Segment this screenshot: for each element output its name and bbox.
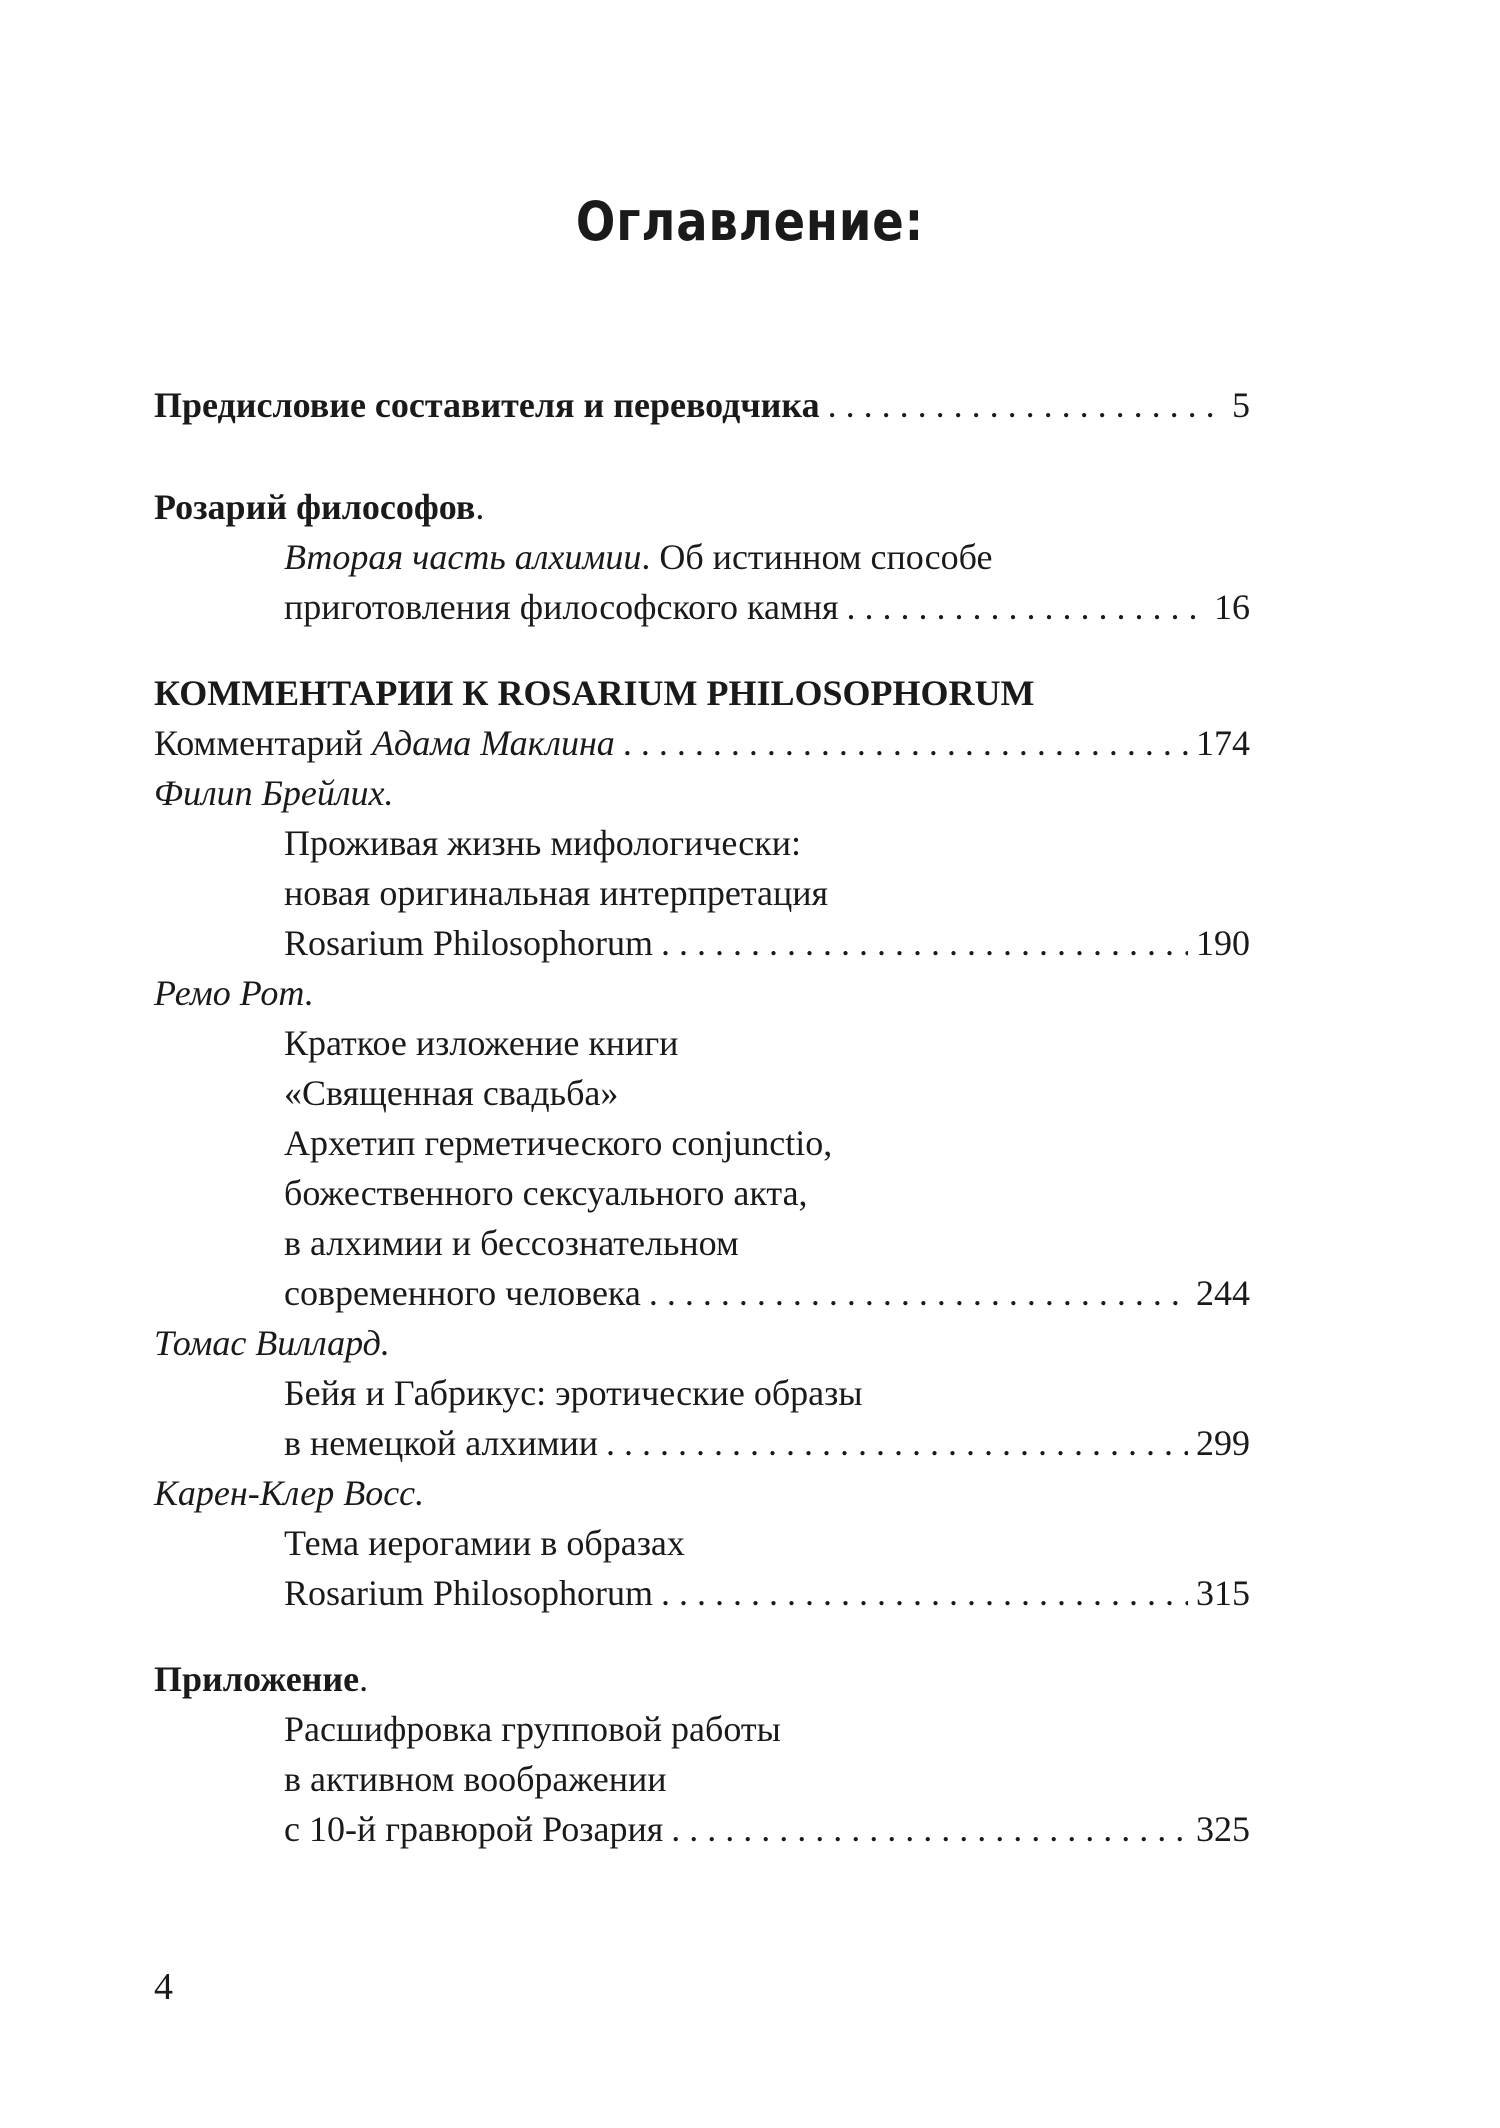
toc-section-appendix [154, 1654, 1250, 1704]
toc-section-heading: КОММЕНТАРИИ К ROSARIUM PHILOSOPHORUM [154, 673, 1035, 713]
dot-leader [661, 918, 1188, 968]
toc-author-roth [154, 968, 1250, 1018]
toc-entry-line [154, 1804, 1250, 1854]
toc-entry-line [154, 1368, 1250, 1418]
page-number: 4 [154, 1966, 173, 2008]
toc-entry-author: Томас Виллард. [154, 1323, 390, 1363]
heading-period: . [359, 1659, 369, 1699]
toc-entry-line [154, 1068, 1250, 1118]
toc-entry-line [154, 818, 1250, 868]
dot-leader [671, 1804, 1188, 1854]
toc-page-number: 299 [1196, 1423, 1250, 1463]
toc-author-breilich [154, 768, 1250, 818]
toc-entry-line [154, 1018, 1250, 1068]
toc-entry-text: Бейя и Габрикус: эротические образы [284, 1373, 863, 1413]
toc-entry-line [154, 868, 1250, 918]
toc-entry-text: Краткое изложение книги [284, 1023, 679, 1063]
dot-leader [661, 1568, 1188, 1618]
toc-entry-line [154, 918, 1250, 968]
toc-entry-line [154, 1418, 1250, 1468]
toc-entry-line [154, 1218, 1250, 1268]
toc-page-number: 190 [1196, 923, 1250, 963]
toc-entry-maclean [154, 718, 1250, 768]
toc-entry-text: в активном воображении [284, 1759, 667, 1799]
toc-entry-author: Ремо Рот. [154, 973, 314, 1013]
toc-entry-line [154, 1754, 1250, 1804]
toc-entry-text: Rosarium Philosophorum [284, 1573, 654, 1613]
toc-entry-line [154, 532, 1250, 582]
dot-leader [649, 1268, 1188, 1318]
toc-section-heading: Приложение [154, 1659, 360, 1699]
toc-entry-text: . Об истинном способе [641, 537, 993, 577]
toc-entry-author: Адама Маклина [372, 723, 615, 763]
toc-author-voss [154, 1468, 1250, 1518]
toc-entry-title: Предисловие составителя и переводчика [154, 385, 820, 425]
toc-section-heading: Розарий философов [154, 487, 476, 527]
toc-page-number: 325 [1196, 1809, 1250, 1849]
toc-page-number: 315 [1196, 1573, 1250, 1613]
toc-entry-text: приготовления философского камня [284, 587, 839, 627]
toc-entry-line [154, 1268, 1250, 1318]
toc-entry-text: Архетип герметического conjunctio, [284, 1123, 833, 1163]
toc-entry-text: современного человека [284, 1273, 641, 1313]
toc-entry-italic: Вторая часть алхимии [284, 537, 642, 577]
dot-leader [606, 1418, 1188, 1468]
toc-entry-line [154, 1168, 1250, 1218]
toc-entry-author: Карен-Клер Восс. [154, 1473, 425, 1513]
toc-entry-rosarium-final [154, 582, 1250, 632]
toc-entry-text: Rosarium Philosophorum [284, 923, 654, 963]
page-title: Оглавление: [575, 190, 925, 253]
heading-period: . [475, 487, 485, 527]
toc-section-commentaries [154, 668, 1250, 718]
dot-leader [828, 380, 1224, 430]
toc-section-rosarium [154, 482, 1250, 532]
toc-entry-text: Комментарий [154, 723, 373, 763]
toc-entry-line [154, 1518, 1250, 1568]
dot-leader [847, 582, 1206, 632]
dot-leader [623, 718, 1188, 768]
toc-author-willard [154, 1318, 1250, 1368]
toc-page-number: 16 [1214, 587, 1250, 627]
toc-entry-preface [154, 380, 1250, 430]
toc-entry-text: в немецкой алхимии [284, 1423, 599, 1463]
toc-entry-text: божественного сексуального акта, [284, 1173, 808, 1213]
toc-entry-text: Расшифровка групповой работы [284, 1709, 781, 1749]
toc-page-number: 174 [1196, 723, 1250, 763]
toc-page-number: 5 [1232, 385, 1250, 425]
toc-entry-line [154, 1704, 1250, 1754]
toc-entry-text: Тема иерогамии в образах [284, 1523, 685, 1563]
toc-entry-text: в алхимии и бессознательном [284, 1223, 739, 1263]
toc-entry-text: новая оригинальная интерпретация [284, 873, 829, 913]
toc-entry-author: Филип Брейлих. [154, 773, 394, 813]
table-of-contents [154, 380, 1250, 1854]
toc-entry-line [154, 1118, 1250, 1168]
toc-page-number: 244 [1196, 1273, 1250, 1313]
toc-entry-line [154, 1568, 1250, 1618]
toc-entry-text: с 10-й гравюрой Розария [284, 1809, 664, 1849]
toc-entry-text: «Священная свадьба» [284, 1073, 619, 1113]
toc-entry-text: Проживая жизнь мифологически: [284, 823, 801, 863]
